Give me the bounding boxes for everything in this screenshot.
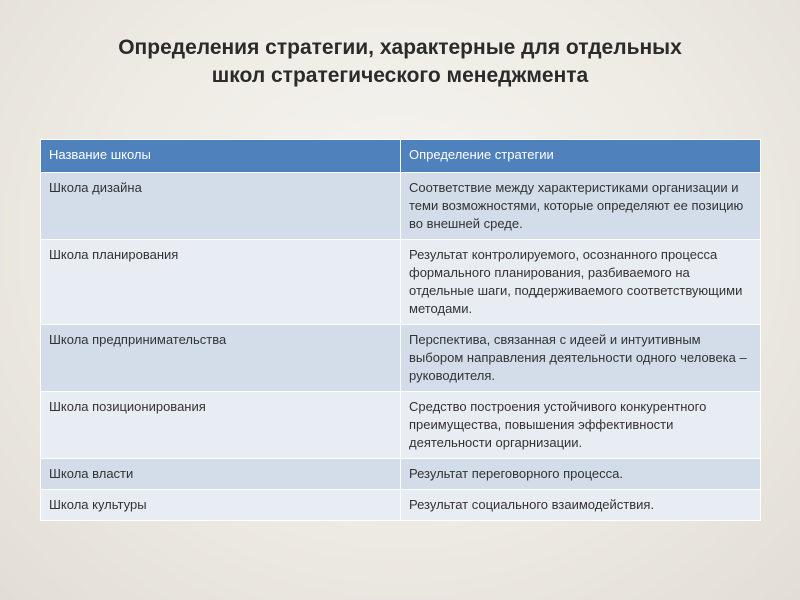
definition-cell: Средство построения устойчивого конкурентного преимущества, повышения эффективности деятельности оргарнизации.	[401, 392, 761, 459]
column-header-definition: Определение стратегии	[401, 140, 761, 173]
table-row	[41, 490, 761, 521]
definition-cell: Результат социального взаимодействия.	[401, 490, 761, 521]
schools-table	[40, 139, 761, 521]
school-name-cell: Школа предпринимательства	[41, 325, 401, 392]
table-row	[41, 392, 761, 459]
school-name-cell: Школа власти	[41, 459, 401, 490]
table-row	[41, 240, 761, 325]
column-header-school: Название школы	[41, 140, 401, 173]
school-name-cell: Школа позиционирования	[41, 392, 401, 459]
table-header	[41, 140, 761, 173]
slide-title	[40, 34, 760, 90]
definition-cell: Результат контролируемого, осознанного процесса формального планирования, разбиваемого на отдельные шаги, поддерживаемого соответствующими методами.	[401, 240, 761, 325]
schools-table-container	[40, 139, 760, 521]
table-row	[41, 459, 761, 490]
school-name-cell: Школа планирования	[41, 240, 401, 325]
table-header-row	[41, 140, 761, 173]
definition-cell: Перспектива, связанная с идеей и интуитивным выбором направления деятельности одного человека – руководителя.	[401, 325, 761, 392]
definition-cell: Результат переговорного процесса.	[401, 459, 761, 490]
table-row	[41, 325, 761, 392]
table-body	[41, 173, 761, 521]
school-name-cell: Школа культуры	[41, 490, 401, 521]
table-row	[41, 173, 761, 240]
school-name-cell: Школа дизайна	[41, 173, 401, 240]
slide-title-line-2: школ стратегического менеджмента	[211, 64, 589, 87]
slide-title-line-1: Определения стратегии, характерные для отдельных	[118, 36, 682, 59]
definition-cell: Соответствие между характеристиками организации и теми возможностями, которые определяют ее позицию во внешней среде.	[401, 173, 761, 240]
